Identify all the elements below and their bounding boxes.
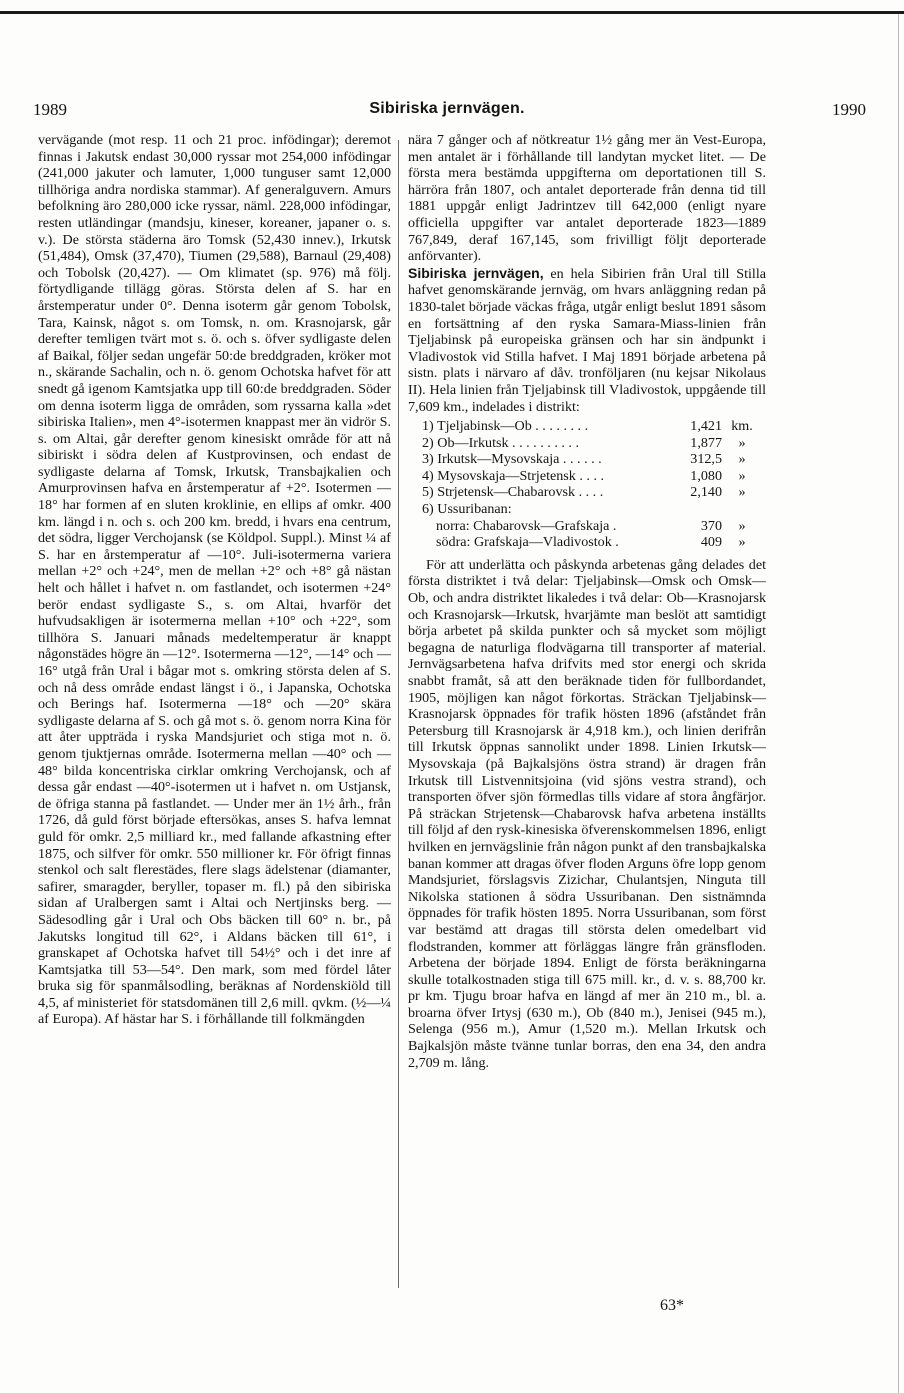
page-number-left: 1989 (33, 100, 67, 119)
running-title: Sibiriska jernvägen. (369, 100, 525, 117)
district-length: 409 (700, 534, 722, 551)
district-subrow (422, 518, 762, 535)
district-unit: » (738, 534, 746, 551)
district-name: 4) Mysovskaja—Strjetensk . . . . (422, 467, 605, 484)
right-paragraph-2 (408, 265, 766, 415)
district-length: 1,877 (690, 434, 722, 451)
right-column (408, 132, 766, 1071)
top-rule (0, 11, 904, 14)
district-unit: » (738, 434, 746, 451)
district-unit: km. (731, 418, 753, 435)
entry-headword: Sibiriska jernvägen, (408, 264, 544, 281)
left-column (38, 132, 391, 1028)
district-length: 312,5 (690, 451, 722, 468)
district-row (422, 451, 762, 468)
district-name: 5) Strjetensk—Chabarovsk . . . . (422, 484, 604, 501)
district-name: 2) Ob—Irkutsk . . . . . . . . . . (422, 434, 579, 451)
district-length: 2,140 (690, 484, 722, 501)
district-unit: » (738, 451, 746, 468)
page-edge-line (898, 14, 899, 1393)
district-unit (722, 501, 762, 518)
entry-body: en hela Sibirien från Ural till Stilla hafvet genomskärande jernväg, om hvars anläggning redan på 1830-talet började väckas fråga, utgår enligt beslut 1891 såsom en fortsättning af den ryska Samara-Miass-linien från Tjeljabinsk på europeiska gränsen och har sin ändpunkt i Vladivostok vid Stilla hafvet. I Maj 1891 började arbetena på sistn. plats i närvaro af dåv. tronföljaren (nu kejsar Nikolaus II). Hela linien från Tjeljabinsk till Vladivostok, uppgående till 7,609 km., indelades i distrikt: (408, 265, 766, 415)
district-name: 1) Tjeljabinsk—Ob . . . . . . . . (422, 418, 589, 435)
page-number-right: 1990 (832, 100, 866, 119)
district-length: 370 (700, 517, 722, 534)
district-row (422, 501, 762, 518)
page-header (28, 100, 866, 126)
district-row (422, 418, 762, 435)
district-row (422, 468, 762, 485)
district-unit: » (738, 517, 746, 534)
district-unit: » (738, 484, 746, 501)
column-divider (398, 140, 399, 1288)
district-name: södra: Grafskaja—Vladivostok . (436, 534, 619, 551)
district-length (672, 501, 722, 518)
signature-mark: 63* (660, 1297, 684, 1314)
district-name: 3) Irkutsk—Mysovskaja . . . . . . (422, 451, 602, 468)
right-paragraph-1: nära 7 gånger och af nötkreatur 1½ gång mer än Vest-Europa, men antalet är i förhållande till landytan mycket litet. — De första mera bestämda uppgifterna om deportationen till S. härröra från 1807, och antalet deporterade från denna tid till 1881 uppgår enligt Jadrintzev till 642,000 (enligt nyare officiella uppgifter var antalet deporterade 1823—1889 767,849, deraf 167,145, som frivilligt följt deporterade anförvanter). (408, 132, 766, 265)
right-paragraph-3: För att underlätta och påskynda arbetenas gång delades det första distriktet i två delar: Tjeljabinsk—Omsk och Omsk—Ob, och andra distriktet likaledes i två delar: Ob—Krasnojarsk och Krasnojarsk—Irkutsk, hvarjämte man beslöt att samtidigt börja arbetet på skilda punkter och så mycket som möjligt begagna de naturliga flodvägarna till transporter af material. Jernvägsarbetena hafva drifvits med stor energi och skrida snabbt framåt, så att den beräknade tiden för fullbordandet, 1905, möjligen kan något förkortas. Sträckan Tjeljabinsk—Krasnojarsk öppnades för trafik hösten 1896 (afståndet från Petersburg till Krasnojarsk är 4,918 km.), och linien derifrån till Irkutsk öppnas sannolikt under 1898. Linien Irkutsk—Mysovskaja (på Bajkalsjöns östra strand) är dragen från Irkutsk till Listvennitsjoina (vid sjöns vestra strand), och transporten öfver sjön förmedlas tills vidare af stora ångfärjor. På sträckan Strjetensk—Chabarovsk hafva arbetena inställts till följd af den rysk-kinesiska öfverenskommelsen 1896, enligt hvilken en jernvägslinie från någon punkt af den transbajkalska banan kommer att dragas öfver floden Arguns öfre lopp genom Mandsjuriet, förslagsvis Zizichar, Chulantsjen, Ninguta till Nikolska stationen å södra Ussuribanan. Den sistnämnda öppnades för trafik hösten 1895. Norra Ussuribanan, som först var bestämd att dragas till största delen omedelbart vid flodstranden, kommer att förläggas längre från gränsfloden. Arbetena der började 1894. Enligt de första beräkningarna skulle totalkostnaden stiga till 675 mill. kr., d. v. s. 88,700 kr. pr km. Tjugu broar hafva en längd af mer än 210 m., bl. a. broarna öfver Irtysj (630 m.), Ob (840 m.), Jenisei (945 m.), Selenga (956 m.), Amur (1,520 m.). Mellan Irkutsk och Bajkalsjön måste tvänne tunlar borras, den ena 34, den andra 2,709 m. lång. (408, 556, 766, 1071)
district-unit: » (738, 467, 746, 484)
district-list (422, 418, 762, 551)
district-row (422, 435, 762, 452)
district-row (422, 484, 762, 501)
district-subrow (422, 534, 762, 551)
district-length: 1,421 (690, 418, 722, 435)
district-name: 6) Ussuribanan: (422, 501, 512, 518)
left-column-text: vervägande (mot resp. 11 och 21 proc. infödingar); deremot finnas i Jakutsk endast 30,000 ryssar mot 254,000 infödingar (241,000 jakuter och lamuter, 1,000 tunguser samt 12,000 tillhöriga andra nordiska stammar). Af generalguvern. Amurs befolkning äro 280,000 icke ryssar, näml. 228,000 infödingar, resten utländingar (mandsju, kineser, koreaner, japaner o. s. v.). De största städerna äro Tomsk (52,430 innev.), Irkutsk (51,484), Omsk (37,470), Tiumen (29,588), Barnaul (29,408) och Tobolsk (20,427). — Om klimatet (sp. 976) må följ. förtydligande tillägg göras. Största delen af S. har en årstemperatur under 0°. Denna isoterm går genom Tobolsk, Tara, Kainsk, något s. om Tomsk, n. om. Krasnojarsk, går derefter temligen tvärt mot s. ö. och s. öfver sydligaste delen af Baikal, följer sedan ungefär 50:de breddgraden, kröker mot n., skärande Sachalin, och n. ö. genom Ochotska hafvet för att snedt gå igenom Kamtsjatka upp till 60:de breddgraden. Söder om denna isoterm ligga de områden, som ryssarna kalla »det sibiriska Italien», men 4°-isotermen knappast mer än vidrör S. s. om Altai, går derefter genom kinesiskt område för att nå sibiriskt i södra delen af Kustprovinsen, och endast de sydligaste delarna af Tomsk, Irkutsk, Transbajkalien och Amurprovinsen hafva en årstemperatur af +2°. Isotermen —18° har formen af en sluten kroklinie, en ellips af omkr. 400 km. längd i n. och s. och 200 km. bredd, i hvars ena centrum, det södra, ligger Verchojansk (se Köldpol. Suppl.). Minst ¼ af S. har en årstemperatur af —10°. Juli-isotermerna variera mellan +2° och +24°, men de mellan +2° och +8° gå nästan helt och hållet i hafvet n. om fastlandet, och isotermen +24° berör endast sydligaste S., s. om Altai, hvarför det hufvudsakligen är isotermerna mellan +10° och +22°, som tillhöra S. Januari månads medeltemperatur är knappt någonstädes högre än —12°. Isotermerna —12°, —14° och —16° utgå från Ural i bågar mot s. omkring största delen af S. och nå dess område endast längst i ö., i Japanska, Ochotska och Berings haf. Isotermerna —18° och —20° skära sydligaste delarna af S. och gå mot s. ö. genom norra Kina för att åter uppträda i ryska Mandsjuriet och stiga mot n. ö. genom tjuktjernas område. Isotermerna mellan —40° och —48° bilda koncentriska cirklar omkring Verchojansk, och af dessa går endast —40°-isotermen ut i hafvet n. om Ustjansk, de öfriga stanna på fastlandet. — Under mer än 1½ årh., från 1726, då guld först började eftersökas, anses S. hafva lemnat guld för omkr. 2,5 milliard kr., med fallande afkastning efter 1875, och silfver för omkr. 550 millioner kr. För öfrigt finnas stenkol och salt flerestädes, flere slags ädelstenar (diamanter, safirer, smaragder, beryller, topaser m. fl.) på den sibiriska sidan af Uralbergen samt i Altai och Nertjinsks berg. — Sädesodling går i Ural och Obs bäcken till 60° n. br., på Jakutsks longitud till 62°, i Aldans bäcken till 61°, i granskapet af Ochotska hafvet till 54½° och i det inre af Kamtsjatka till 53—54°. Den mark, som med fördel låter bruka sig för spanmålsodling, beräknas af Nordenskiöld till 4,5, af ministeriet för statsdomänen till 2,6 mill. qvkm. (½—¼ af Europa). Af hästar har S. i förhållande till folkmängden (38, 132, 391, 1028)
district-name: norra: Chabarovsk—Grafskaja . (436, 517, 617, 534)
district-length: 1,080 (690, 467, 722, 484)
